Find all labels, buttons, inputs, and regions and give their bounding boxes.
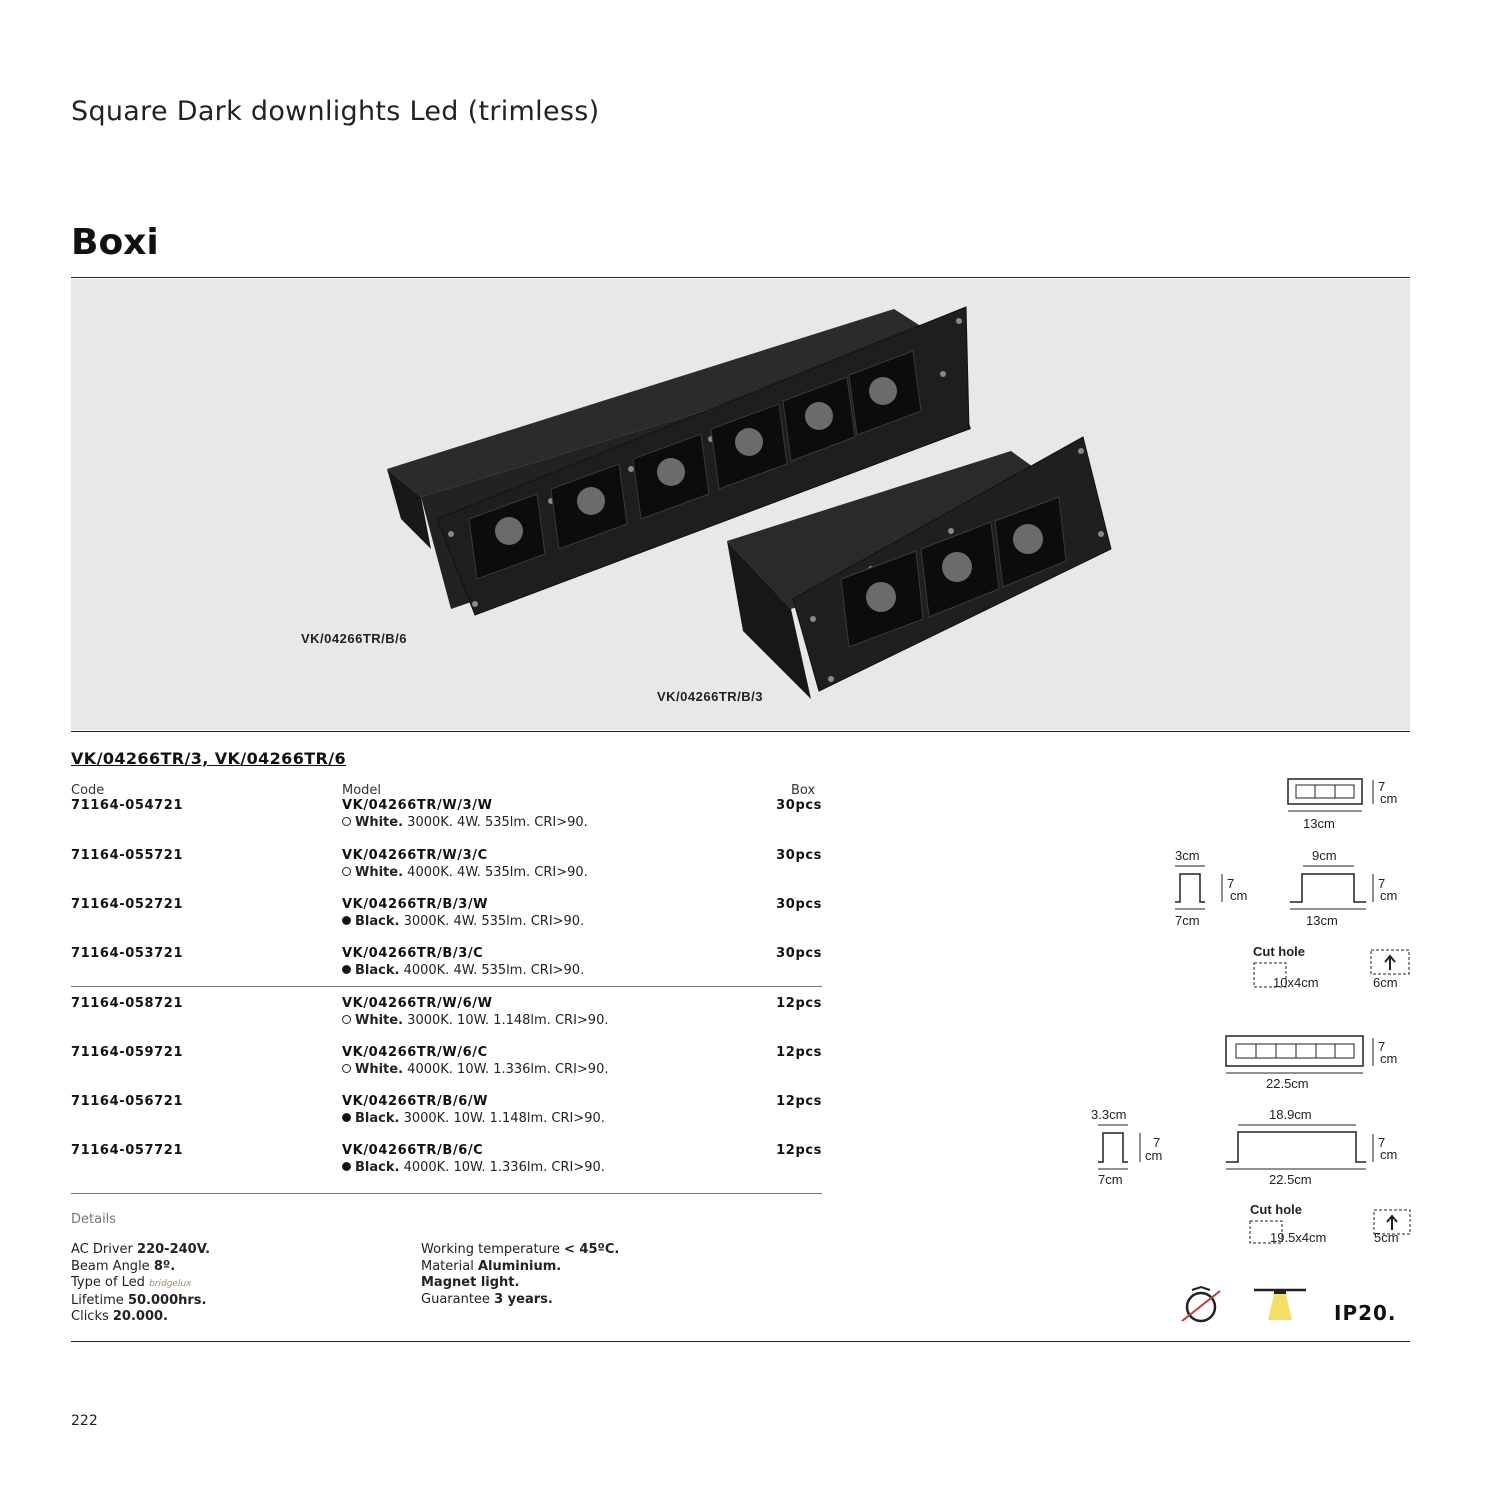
svg-text:7: 7 — [1378, 1039, 1386, 1054]
row-box: 30pcs — [776, 848, 822, 863]
svg-text:22.5cm: 22.5cm — [1266, 1076, 1309, 1091]
svg-text:18.9cm: 18.9cm — [1269, 1107, 1312, 1122]
cut-hole-6 — [1250, 1202, 1410, 1245]
photo-label-6: VK/04266TR/B/6 — [301, 631, 407, 646]
col-header-model: Model — [342, 783, 382, 798]
row-code: 71164-057721 — [71, 1143, 184, 1158]
svg-text:Cut hole: Cut hole — [1250, 1202, 1302, 1217]
models-heading: VK/04266TR/3, VK/04266TR/6 — [71, 749, 347, 768]
row-model: VK/04266TR/B/3/W — [342, 897, 489, 912]
recessed-light-icon — [1250, 1284, 1310, 1324]
svg-text:9cm: 9cm — [1312, 848, 1337, 863]
details-label: Details — [71, 1212, 117, 1227]
details-left — [71, 1242, 210, 1326]
row-finish: Black. — [355, 1111, 400, 1126]
detail-clicks: Clicks 20.000. — [71, 1309, 168, 1324]
top-divider — [71, 277, 1410, 278]
row-box: 30pcs — [776, 798, 822, 813]
bridgelux-logo: bridgelux — [149, 1279, 192, 1289]
row-code: 71164-058721 — [71, 996, 184, 1011]
details-right — [421, 1242, 619, 1308]
row-model: VK/04266TR/W/3/W — [342, 798, 493, 813]
row-spec: 4000K. 10W. 1.336lm. CRI>90. — [407, 1062, 609, 1077]
finish-dot-icon — [342, 916, 351, 925]
svg-text:7cm: 7cm — [1098, 1172, 1123, 1187]
detail-material: Material Aluminium. — [421, 1258, 562, 1274]
svg-text:7: 7 — [1378, 1135, 1386, 1150]
svg-text:22.5cm: 22.5cm — [1269, 1172, 1312, 1187]
finish-dot-icon — [342, 965, 351, 974]
page-subtitle: Square Dark downlights Led (trimless) — [71, 96, 600, 127]
dimension-drawings — [1060, 770, 1420, 1340]
row-code: 71164-052721 — [71, 897, 184, 912]
row-box: 30pcs — [776, 946, 822, 961]
row-finish: White. — [355, 815, 404, 830]
svg-text:cm: cm — [1380, 791, 1398, 806]
cut-hole-3 — [1253, 944, 1409, 990]
svg-text:7: 7 — [1378, 876, 1386, 891]
svg-text:7: 7 — [1153, 1135, 1161, 1150]
row-box: 12pcs — [776, 1143, 822, 1158]
table-bottom-divider — [71, 1193, 822, 1194]
dim-front-3 — [1288, 779, 1397, 831]
detail-guarantee: Guarantee 3 years. — [421, 1291, 553, 1307]
detail-temperature: Working temperature < 45ºC. — [421, 1242, 620, 1257]
row-code: 71164-054721 — [71, 798, 184, 813]
row-spec: 3000K. 4W. 535lm. CRI>90. — [403, 914, 585, 929]
svg-text:10x4cm: 10x4cm — [1273, 975, 1319, 990]
row-spec: 3000K. 10W. 1.148lm. CRI>90. — [403, 1111, 605, 1126]
row-finish: Black. — [355, 1160, 400, 1175]
dim-side-6 — [1091, 1107, 1397, 1187]
table-row — [71, 848, 822, 888]
detail-led-type: Type of Led bridgelux — [71, 1275, 192, 1290]
table-row — [71, 996, 822, 1036]
row-code: 71164-056721 — [71, 1094, 184, 1109]
row-spec: 4000K. 4W. 535lm. CRI>90. — [407, 865, 588, 880]
footer-divider — [71, 1341, 1410, 1342]
row-model: VK/04266TR/B/6/C — [342, 1143, 484, 1158]
svg-text:cm: cm — [1380, 1051, 1398, 1066]
finish-dot-icon — [342, 1064, 351, 1073]
row-finish: White. — [355, 1062, 404, 1077]
detail-magnet: Magnet light. — [421, 1275, 520, 1290]
row-description — [342, 1013, 608, 1028]
row-code: 71164-055721 — [71, 848, 184, 863]
finish-dot-icon — [342, 1113, 351, 1122]
svg-text:cm: cm — [1145, 1148, 1163, 1163]
svg-text:7: 7 — [1378, 779, 1386, 794]
row-code: 71164-059721 — [71, 1045, 184, 1060]
table-row — [71, 1094, 822, 1134]
row-description — [342, 914, 584, 929]
no-dimmer-icon — [1176, 1282, 1226, 1326]
row-finish: Black. — [355, 963, 400, 978]
svg-text:6cm: 6cm — [1373, 975, 1398, 990]
row-description — [342, 865, 588, 880]
row-model: VK/04266TR/W/6/W — [342, 996, 493, 1011]
table-row — [71, 1045, 822, 1085]
fixtures-illustration — [71, 279, 1410, 730]
svg-text:7: 7 — [1227, 876, 1235, 891]
row-code: 71164-053721 — [71, 946, 184, 961]
col-header-box: Box — [791, 783, 816, 798]
svg-text:13cm: 13cm — [1303, 816, 1335, 831]
svg-text:cm: cm — [1380, 888, 1398, 903]
photo-bottom-divider — [71, 731, 1410, 732]
page-number: 222 — [71, 1413, 98, 1429]
finish-dot-icon — [342, 817, 351, 826]
row-finish: Black. — [355, 914, 400, 929]
detail-lifetime: Lifetime 50.000hrs. — [71, 1292, 207, 1308]
table-row — [71, 1143, 822, 1183]
svg-text:cm: cm — [1230, 888, 1248, 903]
finish-dot-icon — [342, 867, 351, 876]
table-row — [71, 897, 822, 937]
product-photo — [71, 279, 1410, 730]
row-model: VK/04266TR/W/6/C — [342, 1045, 488, 1060]
svg-text:3.3cm: 3.3cm — [1091, 1107, 1127, 1122]
row-model: VK/04266TR/B/3/C — [342, 946, 484, 961]
row-box: 12pcs — [776, 1094, 822, 1109]
svg-text:Cut hole: Cut hole — [1253, 944, 1305, 959]
row-finish: White. — [355, 1013, 404, 1028]
row-spec: 3000K. 4W. 535lm. CRI>90. — [407, 815, 588, 830]
row-box: 12pcs — [776, 1045, 822, 1060]
svg-text:7cm: 7cm — [1175, 913, 1200, 928]
ip-rating: IP20. — [1334, 1301, 1397, 1325]
svg-text:3cm: 3cm — [1175, 848, 1200, 863]
row-description — [342, 1111, 605, 1126]
dim-side-3 — [1175, 848, 1397, 928]
photo-label-3: VK/04266TR/B/3 — [657, 689, 763, 704]
svg-text:cm: cm — [1380, 1147, 1398, 1162]
row-model: VK/04266TR/W/3/C — [342, 848, 488, 863]
row-model: VK/04266TR/B/6/W — [342, 1094, 489, 1109]
product-title: Boxi — [71, 222, 159, 263]
svg-text:13cm: 13cm — [1306, 913, 1338, 928]
row-box: 30pcs — [776, 897, 822, 912]
row-spec: 4000K. 4W. 535lm. CRI>90. — [403, 963, 585, 978]
detail-driver: AC Driver 220-240V. — [71, 1242, 211, 1257]
svg-text:5cm: 5cm — [1374, 1230, 1399, 1245]
row-box: 12pcs — [776, 996, 822, 1011]
finish-dot-icon — [342, 1162, 351, 1171]
row-description — [342, 815, 588, 830]
table-row — [71, 946, 822, 986]
detail-beam: Beam Angle 8º. — [71, 1258, 176, 1274]
row-description — [342, 963, 584, 978]
table-row — [71, 798, 822, 838]
finish-dot-icon — [342, 1015, 351, 1024]
col-header-code: Code — [71, 783, 105, 798]
dim-front-6 — [1226, 1036, 1397, 1091]
row-finish: White. — [355, 865, 404, 880]
svg-text:19.5x4cm: 19.5x4cm — [1270, 1230, 1327, 1245]
row-spec: 3000K. 10W. 1.148lm. CRI>90. — [407, 1013, 609, 1028]
row-spec: 4000K. 10W. 1.336lm. CRI>90. — [403, 1160, 605, 1175]
row-description — [342, 1160, 605, 1175]
group-divider — [71, 986, 822, 987]
row-description — [342, 1062, 608, 1077]
